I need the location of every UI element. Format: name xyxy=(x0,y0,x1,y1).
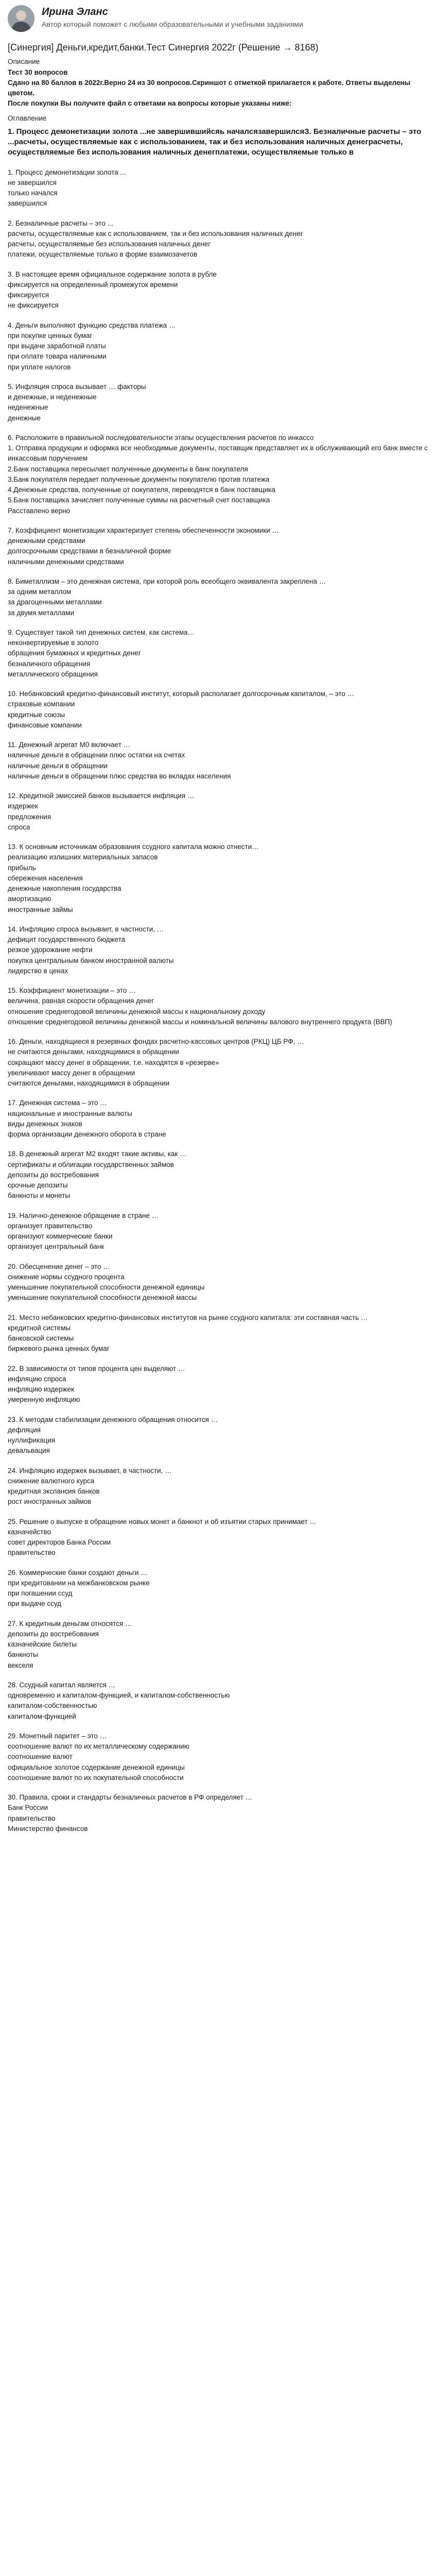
answer-option: прибыль xyxy=(8,863,36,872)
question-block xyxy=(8,269,428,311)
answer-option: сертификаты и облигации государственных займов xyxy=(8,1160,174,1168)
answer-option: Расставлено верно xyxy=(8,506,71,515)
answer-option: нуллификация xyxy=(8,1436,56,1445)
answer-option: казначейство xyxy=(8,1528,51,1536)
answer-option: фиксируется на определенный промежуток времени xyxy=(8,280,178,289)
question-block xyxy=(8,218,428,260)
question-text: 17. Денежная система – это … xyxy=(8,1099,107,1107)
answer-option: дефляция xyxy=(8,1426,41,1434)
answer-option: Министерство финансов xyxy=(8,1824,88,1833)
question-text: 23. К методам стабилизации денежного обращения относится … xyxy=(8,1415,218,1423)
question-text: 11. Денежный агрегат М0 включает … xyxy=(8,741,131,749)
answer-option: кредитные союзы xyxy=(8,710,65,719)
answer-option: не фиксируется xyxy=(8,301,59,310)
answer-option: за двумя металлами xyxy=(8,608,75,617)
answer-option: правительство xyxy=(8,1549,56,1557)
question-text: 24. Инфляцию издержек вызывает, в частности, … xyxy=(8,1466,172,1475)
question-block xyxy=(8,167,428,209)
answer-option: предложения xyxy=(8,812,51,821)
answer-option: и денежные, и неденежные xyxy=(8,393,97,401)
answer-option: считаются деньгами, находящимися в обращении xyxy=(8,1079,170,1088)
question-block xyxy=(8,986,428,1027)
answer-option: увеличивают массу денег в обращении xyxy=(8,1069,135,1077)
answer-option: 5.Банк поставщика зачисляет полученные суммы на расчетный счет поставщика xyxy=(8,496,270,504)
intro-score: Сдано на 80 баллов в 2022г.Верно 24 из 30 вопросов.Скриншот с отметкой прилагается к работе. Ответы выделены цветом. xyxy=(8,78,411,97)
answer-option: долгосрочными средствами в безналичной форме xyxy=(8,547,171,555)
answer-option: 4.Денежные средства, полученные от покупателя, переводятся в банк поставщика xyxy=(8,486,275,494)
answer-option: Банк России xyxy=(8,1804,48,1812)
answer-option: величина, равная скорости обращения денег xyxy=(8,997,154,1005)
author-info xyxy=(42,5,303,29)
answer-option: форма организации денежного оборота в стране xyxy=(8,1130,166,1139)
answer-option: страховые компании xyxy=(8,700,75,708)
question-block xyxy=(8,1262,428,1303)
question-text: 19. Наличнo-денежное обращение в стране … xyxy=(8,1211,159,1219)
answer-option: банкноты xyxy=(8,1651,38,1659)
question-block xyxy=(8,1568,428,1609)
question-block xyxy=(8,1211,428,1252)
answer-option: биржевого рынка ценных бумаг xyxy=(8,1345,110,1353)
question-text: 12. Кредитной эмиссией банков вызывается инфляция … xyxy=(8,792,195,800)
answer-option: резкое удорожание нефти xyxy=(8,946,93,954)
question-text: 2. Безналичные расчеты – это ... xyxy=(8,219,113,227)
answer-option: неконвертируемые в золото xyxy=(8,639,99,647)
questions-list xyxy=(8,167,428,1835)
answer-option: инфляцию издержек xyxy=(8,1385,74,1394)
answer-option: при уплате налогов xyxy=(8,363,71,371)
answer-option: рост иностранных займов xyxy=(8,1498,92,1506)
answer-option: векселя xyxy=(8,1661,33,1669)
question-block xyxy=(8,1619,428,1671)
answer-option: организуют коммерческие банки xyxy=(8,1232,113,1241)
answer-option: официальное золотое содержание денежной единицы xyxy=(8,1763,185,1771)
answer-option: финансовые компании xyxy=(8,721,82,729)
answer-option: кредитной системы xyxy=(8,1324,71,1332)
answer-option: соотношение валют по их металлическому содержанию xyxy=(8,1742,189,1751)
answer-option: совет директоров Банка России xyxy=(8,1538,111,1547)
question-block xyxy=(8,1415,428,1456)
answer-option: кредитная экспансия банков xyxy=(8,1487,100,1496)
answer-option: 1. Отправка продукции и оформка все необходимые документы, поставщик представляет их в обслуживающий его банк вместе с инкассовым поручением xyxy=(8,444,428,463)
avatar[interactable] xyxy=(8,5,34,32)
question-text: 22. В зависимости от типов процента цен выделяют … xyxy=(8,1364,185,1372)
answer-option: снижение нормы ссудного процента xyxy=(8,1273,125,1281)
question-block xyxy=(8,689,428,731)
answer-option: неденежные xyxy=(8,403,48,412)
question-block xyxy=(8,577,428,618)
question-block xyxy=(8,1517,428,1558)
user-avatar-icon xyxy=(8,5,34,32)
answer-option: не считаются деньгами, находящимися в обращении xyxy=(8,1048,179,1056)
answer-option: расчеты, осуществляемые как с использованием, так и без использования наличных денег xyxy=(8,229,303,238)
question-text: 16. Деньги, находящиеся в резервных фондах расчетно-кассовых центров (РКЦ) ЦБ РФ, … xyxy=(8,1038,304,1046)
question-block xyxy=(8,628,428,680)
answer-option: соотношение валют по их покупательной способности xyxy=(8,1773,184,1782)
document-subtitle: Тест 30 вопросов xyxy=(8,68,68,76)
answer-option: металлического обращения xyxy=(8,670,98,678)
author-name[interactable]: Ирина Эланс xyxy=(42,6,108,18)
answer-option: при кредитовании на межбанковском рынке xyxy=(8,1579,150,1587)
question-block xyxy=(8,1098,428,1140)
question-text: 29. Монетный паритет – это … xyxy=(8,1732,107,1740)
answer-option: при выдаче заработной платы xyxy=(8,342,106,350)
answer-option: денежные накопления государства xyxy=(8,885,121,893)
question-text: 6. Расположите в правильной последовательности этапы осуществления расчетов по инкассо xyxy=(8,433,314,442)
answer-option: казначейские билеты xyxy=(8,1640,77,1649)
answer-option: правительство xyxy=(8,1814,56,1822)
answer-option: уменьшение покупательной способности денежной массы xyxy=(8,1294,197,1302)
question-block xyxy=(8,924,428,976)
answer-option: отношение среднегодовой величины денежной массы и номинальной величины валового внутреннего продукта (ВВП) xyxy=(8,1018,392,1026)
answer-option: денежными средствами xyxy=(8,537,85,545)
answer-option: наличные деньги в обращении xyxy=(8,761,108,770)
question-block xyxy=(8,1731,428,1783)
answer-option: снижение валютного курса xyxy=(8,1477,95,1485)
question-text: 5. Инфляция спроса вызывает … факторы xyxy=(8,382,146,391)
question-text: 21. Место небанковских кредитно-финансовых институтов на рынке ссудного капитала: эти составная часть … xyxy=(8,1313,368,1321)
answer-option: при выдаче ссуд xyxy=(8,1600,62,1608)
question-block xyxy=(8,1792,428,1834)
answer-option: капиталом-функцией xyxy=(8,1712,76,1720)
question-block xyxy=(8,320,428,372)
answer-option: дефицит государственного бюджета xyxy=(8,936,126,944)
question-block xyxy=(8,1466,428,1507)
answer-option: реализацию излишних материальных запасов xyxy=(8,853,158,861)
question-block xyxy=(8,1364,428,1405)
answer-option: иностранные займы xyxy=(8,905,73,913)
answer-option: умеренную инфляцию xyxy=(8,1396,80,1404)
answer-option: амортизацию xyxy=(8,895,51,903)
question-text: 25. Решение о выпуске в обращение новых монет и банкнот и об изъятии старых принимает … xyxy=(8,1517,317,1526)
answer-option: 2.Банк поставщика пересылает полученные документы в банк покупателя xyxy=(8,465,248,473)
question-block xyxy=(8,433,428,516)
question-text: 3. В настоящее время официальное содержание золота в рубле xyxy=(8,270,217,278)
intro-after-purchase: После покупки Вы получите файл с ответами на вопросы которые указаны ниже: xyxy=(8,99,292,108)
question-text: 15. Коэффициент монетизации – это … xyxy=(8,987,136,995)
question-text: 14. Инфляцию спроса вызывает, в частности, … xyxy=(8,925,164,933)
toc-label: Оглавление xyxy=(8,114,47,122)
question-text: 10. Небанковский кредитно-финансовый институт, который располагает долгосрочным капиталом, – это … xyxy=(8,690,355,698)
answer-option: одновременно и капиталом-функцией, и капиталом-собственностью xyxy=(8,1691,230,1700)
answer-option: девальвация xyxy=(8,1447,50,1455)
answer-option: отношение среднегодовой величины денежной массы к национальному доходу xyxy=(8,1007,266,1015)
question-text: 20. Обесценение денег – это … xyxy=(8,1262,110,1270)
answer-option: за драгоценными металлами xyxy=(8,598,102,606)
question-text: 30. Правила, сроки и стандарты безналичных расчетов в РФ определяет … xyxy=(8,1793,253,1802)
intro-text xyxy=(8,78,428,99)
answer-option: депозиты до востребования xyxy=(8,1171,99,1179)
answer-option: за одним металлом xyxy=(8,588,72,596)
answer-option: виды денежных знаков xyxy=(8,1120,82,1128)
answer-option: банковской системы xyxy=(8,1334,74,1343)
answer-option: денежные xyxy=(8,414,41,422)
answer-option: только начался xyxy=(8,189,58,197)
description-label: Описание xyxy=(8,58,40,66)
answer-option: лидерство в ценах xyxy=(8,967,68,975)
question-text: 7. Коэффициент монетизации характеризует степень обеспеченности экономики … xyxy=(8,526,280,534)
question-block xyxy=(8,382,428,423)
answer-option: депозиты до востребования xyxy=(8,1630,99,1638)
answer-option: издержек xyxy=(8,802,38,810)
question-text: 8. Биметаллизм – это денежная система, при которой роль всеобщего эквивалента закреплена … xyxy=(8,577,326,585)
question-text: 4. Деньги выполняют функцию средства платежа … xyxy=(8,321,176,329)
answer-option: обращения бумажных и кредитных денег xyxy=(8,649,141,657)
question-block xyxy=(8,791,428,833)
toc-first-question: 1. Процесс демонетизации золота ...не завершившийсяь началсязавершилсяЗ. Безналичные расчеты – это ...расчеты, осуществляемые как с использованием, так и без использования наличных денеграсчеты, осуществляемые без использования наличных денегплатежи, осуществляемые только в xyxy=(8,127,422,157)
answer-option: наличные деньги в обращении плюс средства во вкладах населения xyxy=(8,772,231,780)
question-text: 26. Коммерческие банки создают деньги … xyxy=(8,1568,148,1577)
answer-option: безналичного обращения xyxy=(8,659,91,668)
answer-option: организует центральный банк xyxy=(8,1243,104,1251)
answer-option: не завершился xyxy=(8,178,57,187)
author-block xyxy=(8,5,428,32)
answer-option: наличными денежными средствами xyxy=(8,557,124,566)
answer-option: при погашении ссуд xyxy=(8,1589,73,1598)
question-block xyxy=(8,1149,428,1201)
question-text: 1. Процесс демонетизации золота ... xyxy=(8,168,126,176)
answer-option: платежи, осуществляемые только в форме взаимозачетов xyxy=(8,250,198,259)
answer-option: расчеты, осуществляемые без использования наличных денег xyxy=(8,240,211,248)
question-text: 9. Существует такой тип денежных систем, как система… xyxy=(8,628,195,636)
answer-option: срочные депозиты xyxy=(8,1181,68,1190)
answer-option: при покупке ценных бумаг xyxy=(8,331,93,340)
answer-option: фиксируется xyxy=(8,291,49,299)
answer-option: покупка центральным банком иностранной валюты xyxy=(8,956,174,964)
author-description: Автор который поможет с любыми образовательными и учебными заданиями xyxy=(42,20,303,28)
answer-option: спроса xyxy=(8,823,30,831)
answer-option: соотношение валют xyxy=(8,1753,73,1761)
question-block xyxy=(8,740,428,782)
question-text: 28. Ссудный капитал является … xyxy=(8,1681,116,1689)
answer-option: при оплате товара наличными xyxy=(8,352,107,361)
answer-option: организует правительство xyxy=(8,1222,93,1230)
answer-option: национальные и иностранные валюты xyxy=(8,1109,132,1117)
question-text: 18. В денежный агрегат М2 входят такие активы, как … xyxy=(8,1150,187,1158)
answer-option: наличные деньги в обращении плюс остатки на счетах xyxy=(8,751,185,759)
answer-option: сбережения населения xyxy=(8,874,83,882)
answer-option: 3.Банк покупателя передает полученные документы покупателю против платежа xyxy=(8,475,270,483)
answer-option: завершился xyxy=(8,199,47,208)
question-text: 13. К основным источникам образования ссудного капитала можно отнести… xyxy=(8,843,259,851)
document-title: [Синергия] Деньги,кредит,банки.Тест Синергия 2022г (Решение → 8168) xyxy=(8,42,319,53)
question-text: 27. К кредитным деньгам относятся … xyxy=(8,1619,132,1628)
question-block xyxy=(8,842,428,915)
answer-option: банкноты и монеты xyxy=(8,1192,71,1200)
answer-option: капиталом-собственностью xyxy=(8,1702,97,1710)
answer-option: уменьшение покупательной способности денежной единицы xyxy=(8,1283,205,1292)
question-block xyxy=(8,526,428,567)
answer-option: сокращают массу денег в обращении, т.е. находятся в «резерве» xyxy=(8,1058,219,1066)
question-block xyxy=(8,1037,428,1089)
answer-option: инфляцию спроса xyxy=(8,1375,66,1383)
question-block xyxy=(8,1313,428,1354)
question-block xyxy=(8,1680,428,1722)
